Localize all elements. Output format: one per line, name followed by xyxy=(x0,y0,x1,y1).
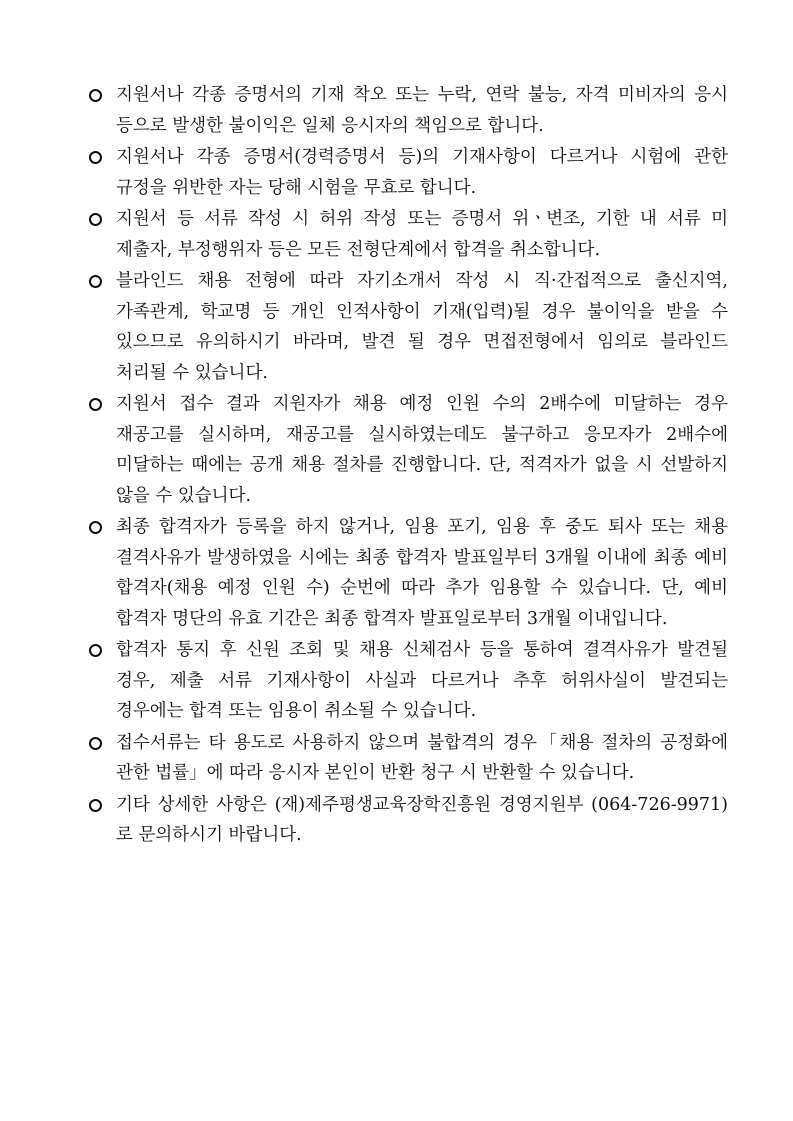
notice-item xyxy=(88,204,728,265)
notice-item xyxy=(88,790,728,851)
notice-item xyxy=(88,728,728,789)
circle-bullet-icon xyxy=(89,151,102,164)
circle-bullet-icon xyxy=(89,644,102,657)
notice-item xyxy=(88,142,728,203)
notice-text: 최종 합격자가 등록을 하지 않거나, 임용 포기, 임용 후 중도 퇴사 또는 채용 결격사유가 발생하였을 시에는 최종 합격자 발표일부터 3개월 이내에 최종 예비 합격자(채용 예정 인원 수) 순번에 따라 추가 임용할 수 있습니다. 단, 예비 합격자 명단의 유효 기간은 최종 합격자 발표일로부터 3개월 이내입니다. xyxy=(116,517,728,629)
circle-bullet-icon xyxy=(89,275,102,288)
notice-text: 지원서나 각종 증명서(경력증명서 등)의 기재사항이 다르거나 시험에 관한 규정을 위반한 자는 당해 시험을 무효로 합니다. xyxy=(116,147,728,198)
circle-bullet-icon xyxy=(89,521,102,534)
notice-item xyxy=(88,512,728,634)
notice-list xyxy=(88,80,728,852)
circle-bullet-icon xyxy=(89,89,102,102)
circle-bullet-icon xyxy=(89,398,102,411)
circle-bullet-icon xyxy=(89,213,102,226)
notice-text: 지원서나 각종 증명서의 기재 착오 또는 누락, 연락 불능, 자격 미비자의 응시 등으로 발생한 불이익은 일체 응시자의 책임으로 합니다. xyxy=(116,85,728,136)
notice-text: 기타 상세한 사항은 (재)제주평생교육장학진흥원 경영지원부 (064-726-9971)로 문의하시기 바랍니다. xyxy=(116,794,728,845)
notice-text: 접수서류는 타 용도로 사용하지 않으며 불합격의 경우「채용 절차의 공정화에 관한 법률」에 따라 응시자 본인이 반환 청구 시 반환할 수 있습니다. xyxy=(116,732,728,783)
notice-item xyxy=(88,389,728,511)
circle-bullet-icon xyxy=(89,737,102,750)
notice-text: 지원서 등 서류 작성 시 허위 작성 또는 증명서 위ㆍ변조, 기한 내 서류 미 제출자, 부정행위자 등은 모든 전형단계에서 합격을 취소합니다. xyxy=(116,209,728,260)
notice-text: 블라인드 채용 전형에 따라 자기소개서 작성 시 직·간접적으로 출신지역, 가족관계, 학교명 등 개인 인적사항이 기재(입력)될 경우 불이익을 받을 수 있으므로 유의하시기 바라며, 발견 될 경우 면접전형에서 임의로 블라인드 처리될 수 있습니다. xyxy=(116,271,728,383)
notice-text: 합격자 통지 후 신원 조회 및 채용 신체검사 등을 통하여 결격사유가 발견될 경우, 제출 서류 기재사항이 사실과 다르거나 추후 허위사실이 발견되는 경우에는 합격 또는 임용이 취소될 수 있습니다. xyxy=(116,640,728,721)
notice-item xyxy=(88,635,728,727)
circle-bullet-icon xyxy=(89,799,102,812)
notice-item xyxy=(88,266,728,388)
notice-item xyxy=(88,80,728,141)
notice-text: 지원서 접수 결과 지원자가 채용 예정 인원 수의 2배수에 미달하는 경우 재공고를 실시하며, 재공고를 실시하였는데도 불구하고 응모자가 2배수에 미달하는 때에는 공개 채용 절차를 진행합니다. 단, 적격자가 없을 시 선발하지 않을 수 있습니다. xyxy=(116,394,728,506)
